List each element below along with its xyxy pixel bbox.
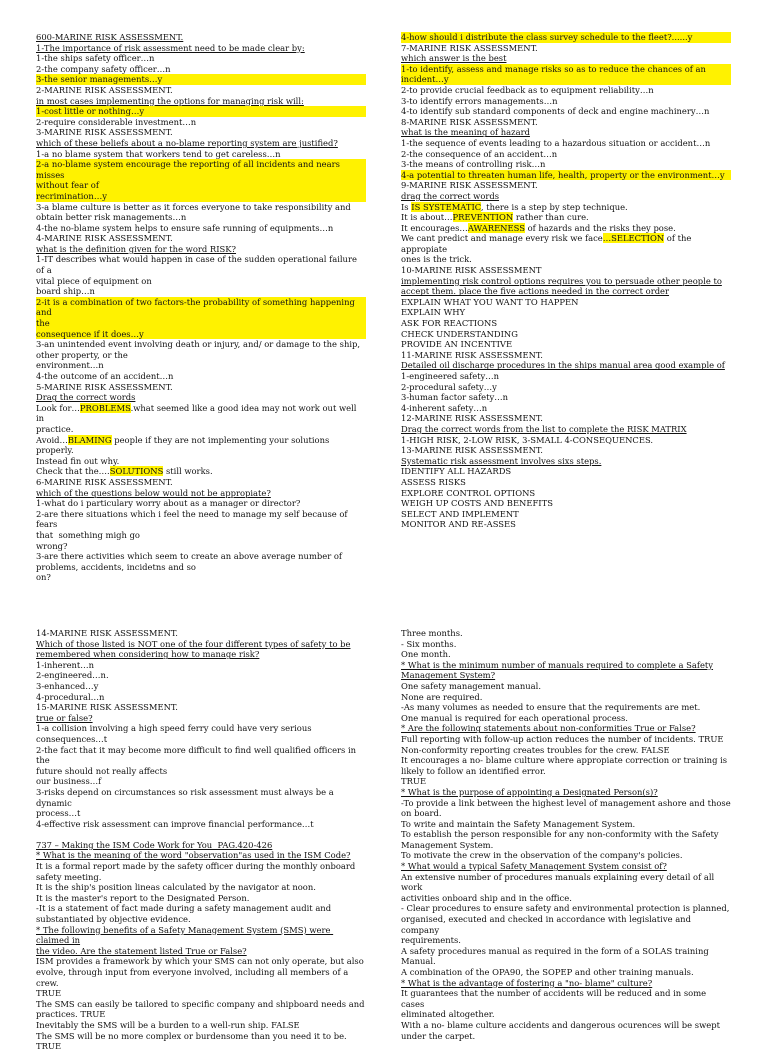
text-line: It is a formal report made by the safety officer during the monthly onboard bbox=[36, 861, 356, 872]
text-line: The SMS will be no more complex or burdensome than you need it to be. TRUE bbox=[36, 1030, 350, 1052]
text-line: on? bbox=[36, 572, 51, 583]
text-segment: rather than cure. bbox=[513, 212, 589, 223]
text-line: * What would a typical Safety Management System consist of? bbox=[401, 861, 667, 872]
text-line: 4-MARINE RISK ASSESSMENT. bbox=[36, 233, 173, 244]
text-line: EXPLAIN WHAT YOU WANT TO HAPPEN bbox=[401, 296, 579, 307]
text-line: -To provide a link between the highest level of management ashore and those bbox=[401, 797, 731, 808]
text-line: on board. bbox=[401, 808, 442, 819]
text-line: 1-IT describes what would happen in case of the sudden operational failure of a bbox=[36, 254, 360, 276]
text-line: the video. Are the statement listed True or False? bbox=[36, 945, 247, 956]
text-segment: Check that the…. bbox=[36, 466, 110, 477]
text-line: accept them. place the five actions needed in the correct order bbox=[401, 286, 670, 297]
text-line: 10-MARINE RISK ASSESSMENT bbox=[401, 265, 542, 276]
text-line: 737 – Making the ISM Code Work for You PAG.420-426 bbox=[36, 839, 273, 850]
text-line: 2-require considerable investment…n bbox=[36, 116, 197, 127]
text-line: * What is the advantage of fostering a "no- blame" culture? bbox=[401, 977, 653, 988]
text-line: 3-the senior managements…y bbox=[36, 74, 366, 85]
text-line: obtain better risk managements…n bbox=[36, 212, 187, 223]
text-line: the bbox=[36, 318, 366, 329]
text-line: incident…y bbox=[401, 74, 731, 85]
text-line: CHECK UNDERSTANDING bbox=[401, 328, 518, 339]
text-line: It is the ship's position lineas calculated by the navigator at noon. bbox=[36, 882, 316, 893]
text-line: practices. TRUE bbox=[36, 1009, 106, 1020]
text-line bbox=[36, 435, 366, 456]
text-line: 1-what do i particulary worry about as a manager or director? bbox=[36, 498, 301, 509]
text-line: TRUE bbox=[401, 776, 427, 787]
text-line: 1-HIGH RISK, 2-LOW RISK, 3-SMALL 4-CONSEQUENCES. bbox=[401, 434, 654, 445]
text-line: Three months. bbox=[401, 628, 463, 638]
text-line: 13-MARINE RISK ASSESSMENT. bbox=[401, 445, 543, 456]
text-line: what is the definition given for the word RISK? bbox=[36, 243, 237, 254]
text-line: Non-conformity reporting creates troubles for the crew. FALSE bbox=[401, 744, 670, 755]
text-segment: of the appropiate bbox=[401, 233, 694, 254]
column-top-left bbox=[36, 32, 366, 583]
text-line bbox=[36, 403, 366, 424]
text-line: 600-MARINE RISK ASSESSMENT. bbox=[36, 32, 184, 42]
text-line: true or false? bbox=[36, 712, 93, 723]
text-line: EXPLORE CONTROL OPTIONS bbox=[401, 487, 536, 498]
text-line: ASK FOR REACTIONS bbox=[401, 318, 498, 329]
text-line: None are required. bbox=[401, 691, 483, 702]
text-line: 3-a blame culture is better as it forces everyone to take responsibility and bbox=[36, 201, 351, 212]
text-line: 3-are there activities which seem to create an above average number of bbox=[36, 551, 343, 562]
text-line: 14-MARINE RISK ASSESSMENT. bbox=[36, 628, 178, 638]
text-line: requirements. bbox=[401, 935, 461, 946]
text-line: ASSESS RISKS bbox=[401, 476, 466, 487]
text-line: 2-MARINE RISK ASSESSMENT. bbox=[36, 84, 173, 95]
text-line: environment…n bbox=[36, 360, 104, 371]
text-line: substantiated by objective evidence. bbox=[36, 914, 191, 925]
highlighted-answer: IS SYSTEMATIC bbox=[411, 201, 481, 212]
text-line: 8-MARINE RISK ASSESSMENT. bbox=[401, 116, 538, 127]
text-line bbox=[36, 466, 366, 477]
text-line: drag the correct words bbox=[401, 190, 500, 201]
text-line: ISM provides a framework by which your SMS can not only operate, but also bbox=[36, 956, 364, 967]
highlighted-answer: BLAMING bbox=[67, 434, 112, 445]
text-segment: people if they are not implementing your solutions properly. bbox=[36, 434, 332, 456]
text-line: ones is the trick. bbox=[401, 254, 472, 265]
text-line: 1-The importance of risk assessment need to be made clear by: bbox=[36, 42, 305, 53]
text-line: 2-the consequence of an accident…n bbox=[401, 148, 558, 159]
text-line: 1-inherent…n bbox=[36, 659, 95, 670]
text-line: 3-risks depend on circumstances so risk assessment must always be a dynamic bbox=[36, 786, 337, 808]
text-line: 2-engineered…n. bbox=[36, 670, 109, 681]
text-line: consequences…t bbox=[36, 733, 108, 744]
text-line: 3-an unintended event involving death or injury, and/ or damage to the ship, bbox=[36, 339, 361, 350]
text-line: under the carpet. bbox=[401, 1030, 476, 1041]
text-line: problems, accidents, incidetns and so bbox=[36, 561, 196, 572]
text-line: Instead fin out why. bbox=[36, 455, 120, 466]
text-line: 4-procedural…n bbox=[36, 691, 105, 702]
text-line: One safety management manual. bbox=[401, 680, 541, 691]
text-line: 4-to identify sub standard components of deck and engine machinery…n bbox=[401, 106, 710, 117]
text-line bbox=[401, 202, 731, 213]
text-line: Management System. bbox=[401, 839, 494, 850]
text-line: practice. bbox=[36, 423, 74, 434]
text-line: wrong? bbox=[36, 540, 68, 551]
text-line: -It is a statement of fact made during a safety management audit and bbox=[36, 903, 332, 914]
text-segment: It encourages… bbox=[401, 222, 468, 233]
text-line: * Are the following statements about non-conformities True or False? bbox=[401, 723, 696, 734]
text-line: 6-MARINE RISK ASSESSMENT. bbox=[36, 476, 173, 487]
text-line: TRUE bbox=[36, 988, 62, 999]
highlighted-answer: …SELECTION bbox=[602, 233, 665, 244]
text-line: likely to follow an identified error. bbox=[401, 765, 546, 776]
text-line: Management System? bbox=[401, 670, 496, 681]
text-line: process…t bbox=[36, 808, 81, 819]
text-line: which answer is the best bbox=[401, 53, 507, 64]
column-bottom-right bbox=[401, 628, 731, 1041]
text-line: 2-the company safety officer…n bbox=[36, 63, 171, 74]
text-line: 4-the no-blame system helps to ensure safe running of equipments…n bbox=[36, 222, 334, 233]
text-line bbox=[401, 223, 731, 234]
text-line: 3-enhanced…y bbox=[36, 680, 99, 691]
text-line bbox=[36, 829, 366, 840]
text-line: 3-the means of controlling risk…n bbox=[401, 159, 546, 170]
text-line: Drag the correct words from the list to complete the RISK MATRIX bbox=[401, 423, 687, 434]
text-line: in most cases implementing the options for managing risk will: bbox=[36, 95, 304, 106]
text-line: evolve, through input from everyone involved, including all members of a crew. bbox=[36, 967, 351, 988]
text-line: -As many volumes as needed to ensure that the requirements are met. bbox=[401, 702, 701, 713]
text-line: Systematic risk assessment involves sixs steps. bbox=[401, 455, 602, 466]
text-line: 1-engineered safety…n bbox=[401, 371, 500, 381]
text-segment: It is about… bbox=[401, 212, 453, 223]
text-segment: We cant predict and manage every risk we face bbox=[401, 233, 603, 244]
text-line: 4-effective risk assessment can improve financial performance…t bbox=[36, 818, 314, 829]
text-line: - Clear procedures to ensure safety and environmental protection is planned, bbox=[401, 903, 730, 914]
text-line: PROVIDE AN INCENTIVE bbox=[401, 339, 513, 350]
text-line: 4-inherent safety…n bbox=[401, 402, 488, 413]
text-line: that something migh go bbox=[36, 529, 140, 540]
text-segment: of hazards and the risks they pose. bbox=[524, 222, 676, 233]
text-line: IDENTIFY ALL HAZARDS bbox=[401, 466, 512, 477]
text-line: what is the meaning of hazard bbox=[401, 127, 530, 138]
text-line bbox=[401, 212, 731, 223]
text-line: * What is the minimum number of manuals required to complete a Safety bbox=[401, 659, 714, 670]
text-line: The SMS can easily be tailored to specific company and shipboard needs and bbox=[36, 998, 365, 1009]
text-line: board ship…n bbox=[36, 286, 95, 297]
text-line: future should not really affects bbox=[36, 765, 168, 776]
text-line: safety meeting. bbox=[36, 871, 102, 882]
text-line: without fear of bbox=[36, 180, 366, 191]
text-segment: .what seemed like a good idea may not work out well in bbox=[36, 402, 360, 424]
text-line: It encourages a no- blame culture where appropiate correction or training is bbox=[401, 755, 728, 766]
text-line: 7-MARINE RISK ASSESSMENT. bbox=[401, 42, 538, 53]
text-line: 1-the sequence of events leading to a hazardous situation or accident…n bbox=[401, 137, 711, 148]
highlighted-answer: PREVENTION bbox=[452, 212, 514, 223]
text-line: 9-MARINE RISK ASSESSMENT. bbox=[401, 180, 538, 191]
text-line: * What is the meaning of the word "observation"as used in the ISM Code? bbox=[36, 850, 351, 861]
highlighted-answer: SOLUTIONS bbox=[109, 466, 164, 477]
text-line: With a no- blame culture accidents and dangerous ocurences will be swept bbox=[401, 1019, 720, 1030]
text-line: 3-human factor safety…n bbox=[401, 392, 509, 403]
text-line: which of these beliefs about a no-blame reporting system are justified? bbox=[36, 137, 338, 148]
text-line: A safety procedures manual as required in the form of a SOLAS training Manual. bbox=[401, 945, 712, 967]
text-line: 4-how should i distribute the class survey schedule to the fleet?......y bbox=[401, 32, 731, 43]
text-line: EXPLAIN WHY bbox=[401, 307, 466, 318]
text-line: * The following benefits of a Safety Management System (SMS) were claimed in bbox=[36, 924, 334, 946]
text-line: organised, executed and checked in accordance with legislative and company bbox=[401, 914, 694, 935]
text-line: SELECT AND IMPLEMENT bbox=[401, 508, 519, 519]
text-line: activities onboard ship and in the office. bbox=[401, 892, 572, 903]
text-line: 2-are there situations which i feel the need to manage my self because of fears bbox=[36, 508, 351, 530]
column-bottom-left bbox=[36, 628, 366, 1052]
text-segment: Avoid… bbox=[36, 434, 68, 445]
text-line: 2-the fact that it may become more difficult to find well qualified officers in the bbox=[36, 744, 359, 766]
text-line: Inevitably the SMS will be a burden to a well-run ship. FALSE bbox=[36, 1019, 300, 1030]
text-line: 3-to identify errors managements…n bbox=[401, 95, 558, 106]
text-line: remembered when considering how to manage risk? bbox=[36, 649, 260, 660]
text-line: 4-a potential to threaten human life, health, property or the environment…y bbox=[401, 170, 731, 181]
text-line: Detailed oil discharge procedures in the ships manual area good example of bbox=[401, 360, 725, 371]
text-line: One manual is required for each operational process. bbox=[401, 712, 628, 723]
text-line: 2-it is a combination of two factors-the probability of something happening and bbox=[36, 297, 366, 318]
text-segment: Is bbox=[401, 201, 412, 212]
text-line bbox=[401, 233, 731, 254]
text-line: 12-MARINE RISK ASSESSMENT. bbox=[401, 413, 543, 424]
text-line: A combination of the OPA90, the SOPEP and other training manuals. bbox=[401, 967, 694, 977]
text-line: consequence if it does…y bbox=[36, 329, 366, 340]
text-line: * What is the purpose of appointing a Designated Person(s)? bbox=[401, 786, 658, 797]
text-line: To establish the person responsible for any non-conformity with the Safety bbox=[401, 829, 719, 840]
text-line: 1-the ships safety officer…n bbox=[36, 53, 155, 64]
text-line: Which of those listed is NOT one of the four different types of safety to be bbox=[36, 638, 351, 649]
text-line: 1-a collision involving a high speed ferry could have very serious bbox=[36, 723, 312, 734]
text-line: 2-a no-blame system encourage the reporting of all incidents and nears misses bbox=[36, 159, 366, 180]
text-line: One month. bbox=[401, 649, 451, 660]
text-line: 15-MARINE RISK ASSESSMENT. bbox=[36, 702, 178, 713]
text-line: which of the questions below would not be appropiate? bbox=[36, 487, 271, 498]
text-line: 1-cost little or nothing…y bbox=[36, 106, 366, 117]
text-line: 2-to provide crucial feedback as to equipment reliability…n bbox=[401, 84, 654, 95]
text-segment: still works. bbox=[163, 466, 213, 477]
text-line: 1-to identify, assess and manage risks so as to reduce the chances of an bbox=[401, 64, 731, 75]
text-segment: Look for… bbox=[36, 402, 80, 413]
highlighted-answer: AWARENESS bbox=[467, 222, 525, 233]
text-line: Drag the correct words bbox=[36, 392, 136, 403]
text-line: implementing risk control options requires you to persuade other people to bbox=[401, 275, 722, 286]
text-line: WEIGH UP COSTS AND BENEFITS bbox=[401, 498, 553, 509]
text-line: other property, or the bbox=[36, 349, 128, 360]
text-line: vital piece of equipment on bbox=[36, 275, 152, 286]
column-top-right bbox=[401, 32, 731, 530]
text-line: It guarantees that the number of accidents will be reduced and in some cases bbox=[401, 988, 709, 1009]
text-line: 3-MARINE RISK ASSESSMENT. bbox=[36, 127, 173, 138]
highlighted-answer: PROBLEMS bbox=[79, 402, 131, 413]
text-line: An extensive number of procedures manuals explaining every detail of all work bbox=[401, 871, 717, 893]
text-line: To write and maintain the Safety Management System. bbox=[401, 818, 636, 829]
text-line: 11-MARINE RISK ASSESSMENT. bbox=[401, 349, 543, 360]
text-line: our business…f bbox=[36, 776, 102, 787]
text-line: recrimination…y bbox=[36, 191, 366, 202]
text-line: Full reporting with follow-up action reduces the number of incidents. TRUE bbox=[401, 733, 724, 744]
text-line: It is the master's report to the Designated Person. bbox=[36, 892, 250, 903]
text-line: MONITOR AND RE-ASSES bbox=[401, 519, 516, 530]
text-line: To motivate the crew in the observation of the company's policies. bbox=[401, 850, 683, 861]
text-line: 4-the outcome of an accident…n bbox=[36, 371, 174, 381]
text-line: eliminated altogether. bbox=[401, 1009, 495, 1020]
text-line: - Six months. bbox=[401, 638, 457, 649]
text-line: 5-MARINE RISK ASSESSMENT. bbox=[36, 381, 173, 392]
text-line: 1-a no blame system that workers tend to get careless…n bbox=[36, 148, 281, 159]
text-line: 2-procedural safety…y bbox=[401, 381, 497, 392]
text-segment: , there is a step by step technique. bbox=[480, 201, 628, 212]
